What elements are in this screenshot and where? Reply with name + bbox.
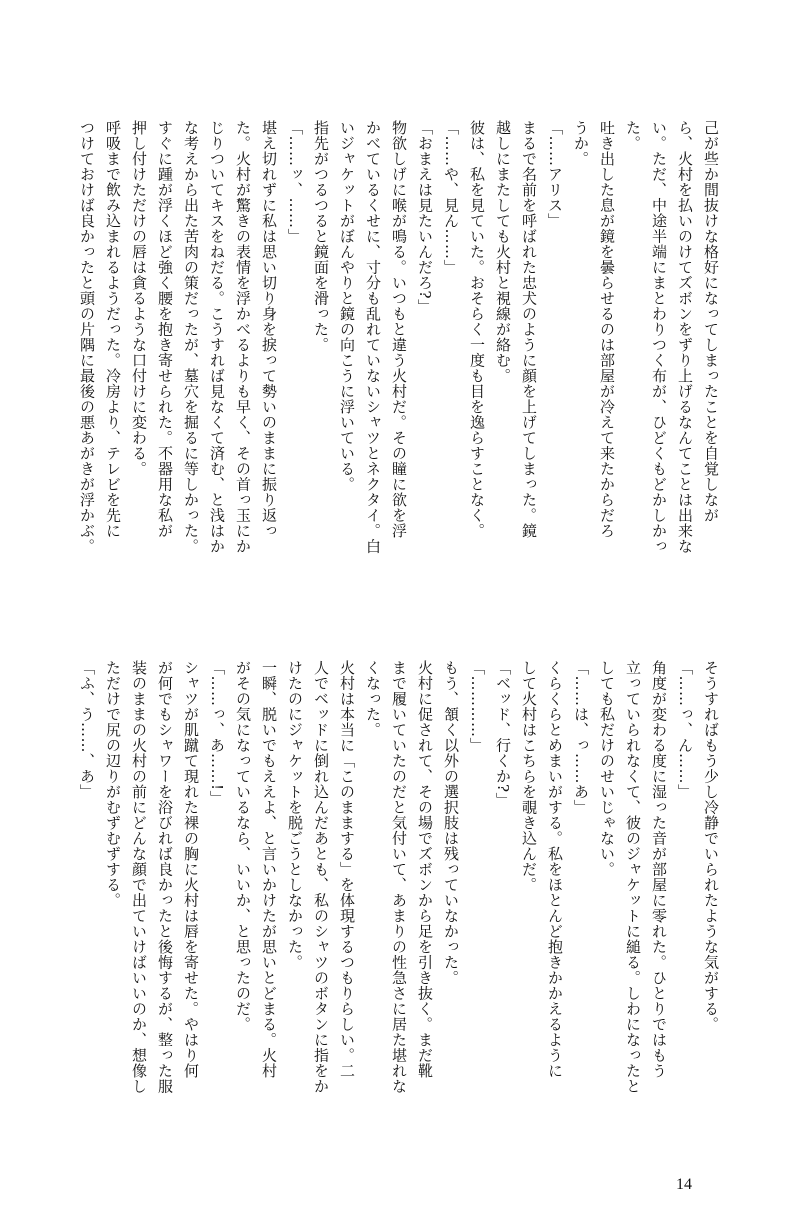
text-line: 「……アリス」 <box>546 120 564 229</box>
text-line: 呼吸まで飲み込まれるようだった。冷房より、テレビを先に <box>104 120 122 539</box>
text-line: 「……や、見ん……」 <box>442 120 460 275</box>
text-block-top <box>66 120 724 620</box>
text-line: ただけで尻の辺りがむずむずする。 <box>104 660 122 908</box>
text-line: もう、頷く以外の選択肢は残っていなかった。 <box>442 660 460 986</box>
text-line: 「……っ、あ……!」 <box>208 660 226 807</box>
text-line: 堪え切れずに私は思い切り身を捩って勢いのままに振り返っ <box>260 120 278 539</box>
text-line: けたのにジャケットを脱ごうとしなかった。 <box>286 660 304 970</box>
text-line: まで履いていたのだと気付いて、あまりの性急さに居た堪れな <box>390 660 408 1094</box>
text-line: 吐き出した息が鏡を曇らせるのは部屋が冷えて来たからだろ <box>598 120 616 539</box>
text-line: つけておけば良かったと頭の片隅に最後の悪あがきが浮かぶ。 <box>78 120 96 554</box>
text-line: 火村に促されて、その場でズボンから足を引き抜く。まだ靴 <box>416 660 434 1079</box>
text-line: 人でベッドに倒れ込んだあとも、私のシャツのボタンに指をか <box>312 660 330 1094</box>
text-line: くらくらとめまいがする。私をほとんど抱きかかえるように <box>546 660 564 1079</box>
text-line: 「…………」 <box>468 660 486 753</box>
text-line: そうすればもう少し冷静でいられたような気がする。 <box>702 660 720 1032</box>
text-line: が何でもシャワーを浴びれば良かったと後悔するが、整った服 <box>156 660 174 1094</box>
text-line: 指先がつるつると鏡面を滑った。 <box>312 120 330 353</box>
text-line: 装のままの火村の前にどんな顔で出ていけばいいのか、想像し <box>130 660 148 1094</box>
text-line: 「ふ、う……、あ」 <box>78 660 96 800</box>
text-line: 物欲しげに喉が鳴る。いつもと違う火村だ。その瞳に欲を浮 <box>390 120 408 539</box>
text-line: いジャケットがぼんやりと鏡の向こうに浮いている。 <box>338 120 356 492</box>
text-line: まるで名前を呼ばれた忠犬のように顔を上げてしまった。鏡 <box>520 120 538 539</box>
text-line: 彼は、私を見ていた。おそらく一度も目を逸らすことなく。 <box>468 120 486 539</box>
text-line: がその気になっているなら、いいか、と思ったのだ。 <box>234 660 252 1032</box>
text-line: 角度が変わる度に湿った音が部屋に零れた。ひとりではもう <box>650 660 668 1079</box>
text-line: して火村はこちらを覗き込んだ。 <box>520 660 538 893</box>
text-line: 越しにまたしても火村と視線が絡む。 <box>494 120 512 384</box>
text-line: 「……ッ、……」 <box>286 120 304 244</box>
text-line: うか。 <box>572 120 590 167</box>
text-line: 火村は本当に「このままする」を体現するつもりらしい。二 <box>338 660 356 1079</box>
text-block-bottom <box>66 660 724 1120</box>
text-line: 一瞬、脱いでもええよ、と言いかけたが思いとどまる。火村 <box>260 660 278 1079</box>
text-line: 「おまえは見たいんだろ?」 <box>416 120 434 315</box>
page-number: 14 <box>676 1176 692 1193</box>
text-line: 己が些か間抜けな格好になってしまったことを自覚しなが <box>702 120 720 523</box>
text-line: た。火村が驚きの表情を浮かべるよりも早く、その首っ玉にか <box>234 120 252 554</box>
text-line: 押し付けただけの唇は貪るような口付けに変わる。 <box>130 120 148 477</box>
text-line: シャツが肌蹴て現れた裸の胸に火村は唇を寄せた。やはり何 <box>182 660 200 1079</box>
text-line: 立っていられなくて、彼のジャケットに縋る。しわになったと <box>624 660 642 1094</box>
text-line: くなった。 <box>364 660 382 738</box>
text-line: じりついてキスをねだる。こうすれば見なくて済む、と浅はか <box>208 120 226 554</box>
text-line: な考えから出た苦肉の策だったが、墓穴を掘るに等しかった。 <box>182 120 200 554</box>
text-line: しても私だけのせいじゃない。 <box>598 660 616 877</box>
text-line: た。 <box>624 120 642 151</box>
text-line: ら、火村を払いのけてズボンをずり上げるなんてことは出来な <box>676 120 694 554</box>
text-line: かべているくせに、寸分も乱れていないシャツとネクタイ。白 <box>364 120 382 554</box>
text-line: すぐに踵が浮くほど強く腰を抱き寄せられた。不器用な私が <box>156 120 174 539</box>
text-line: 「ベッド、行くか?」 <box>494 660 512 809</box>
text-line: 「……は、っ……あ」 <box>572 660 590 815</box>
text-line: い。ただ、中途半端にまとわりつく布が、ひどくもどかしかっ <box>650 120 668 554</box>
text-line: 「……っ、ん……」 <box>676 660 694 800</box>
